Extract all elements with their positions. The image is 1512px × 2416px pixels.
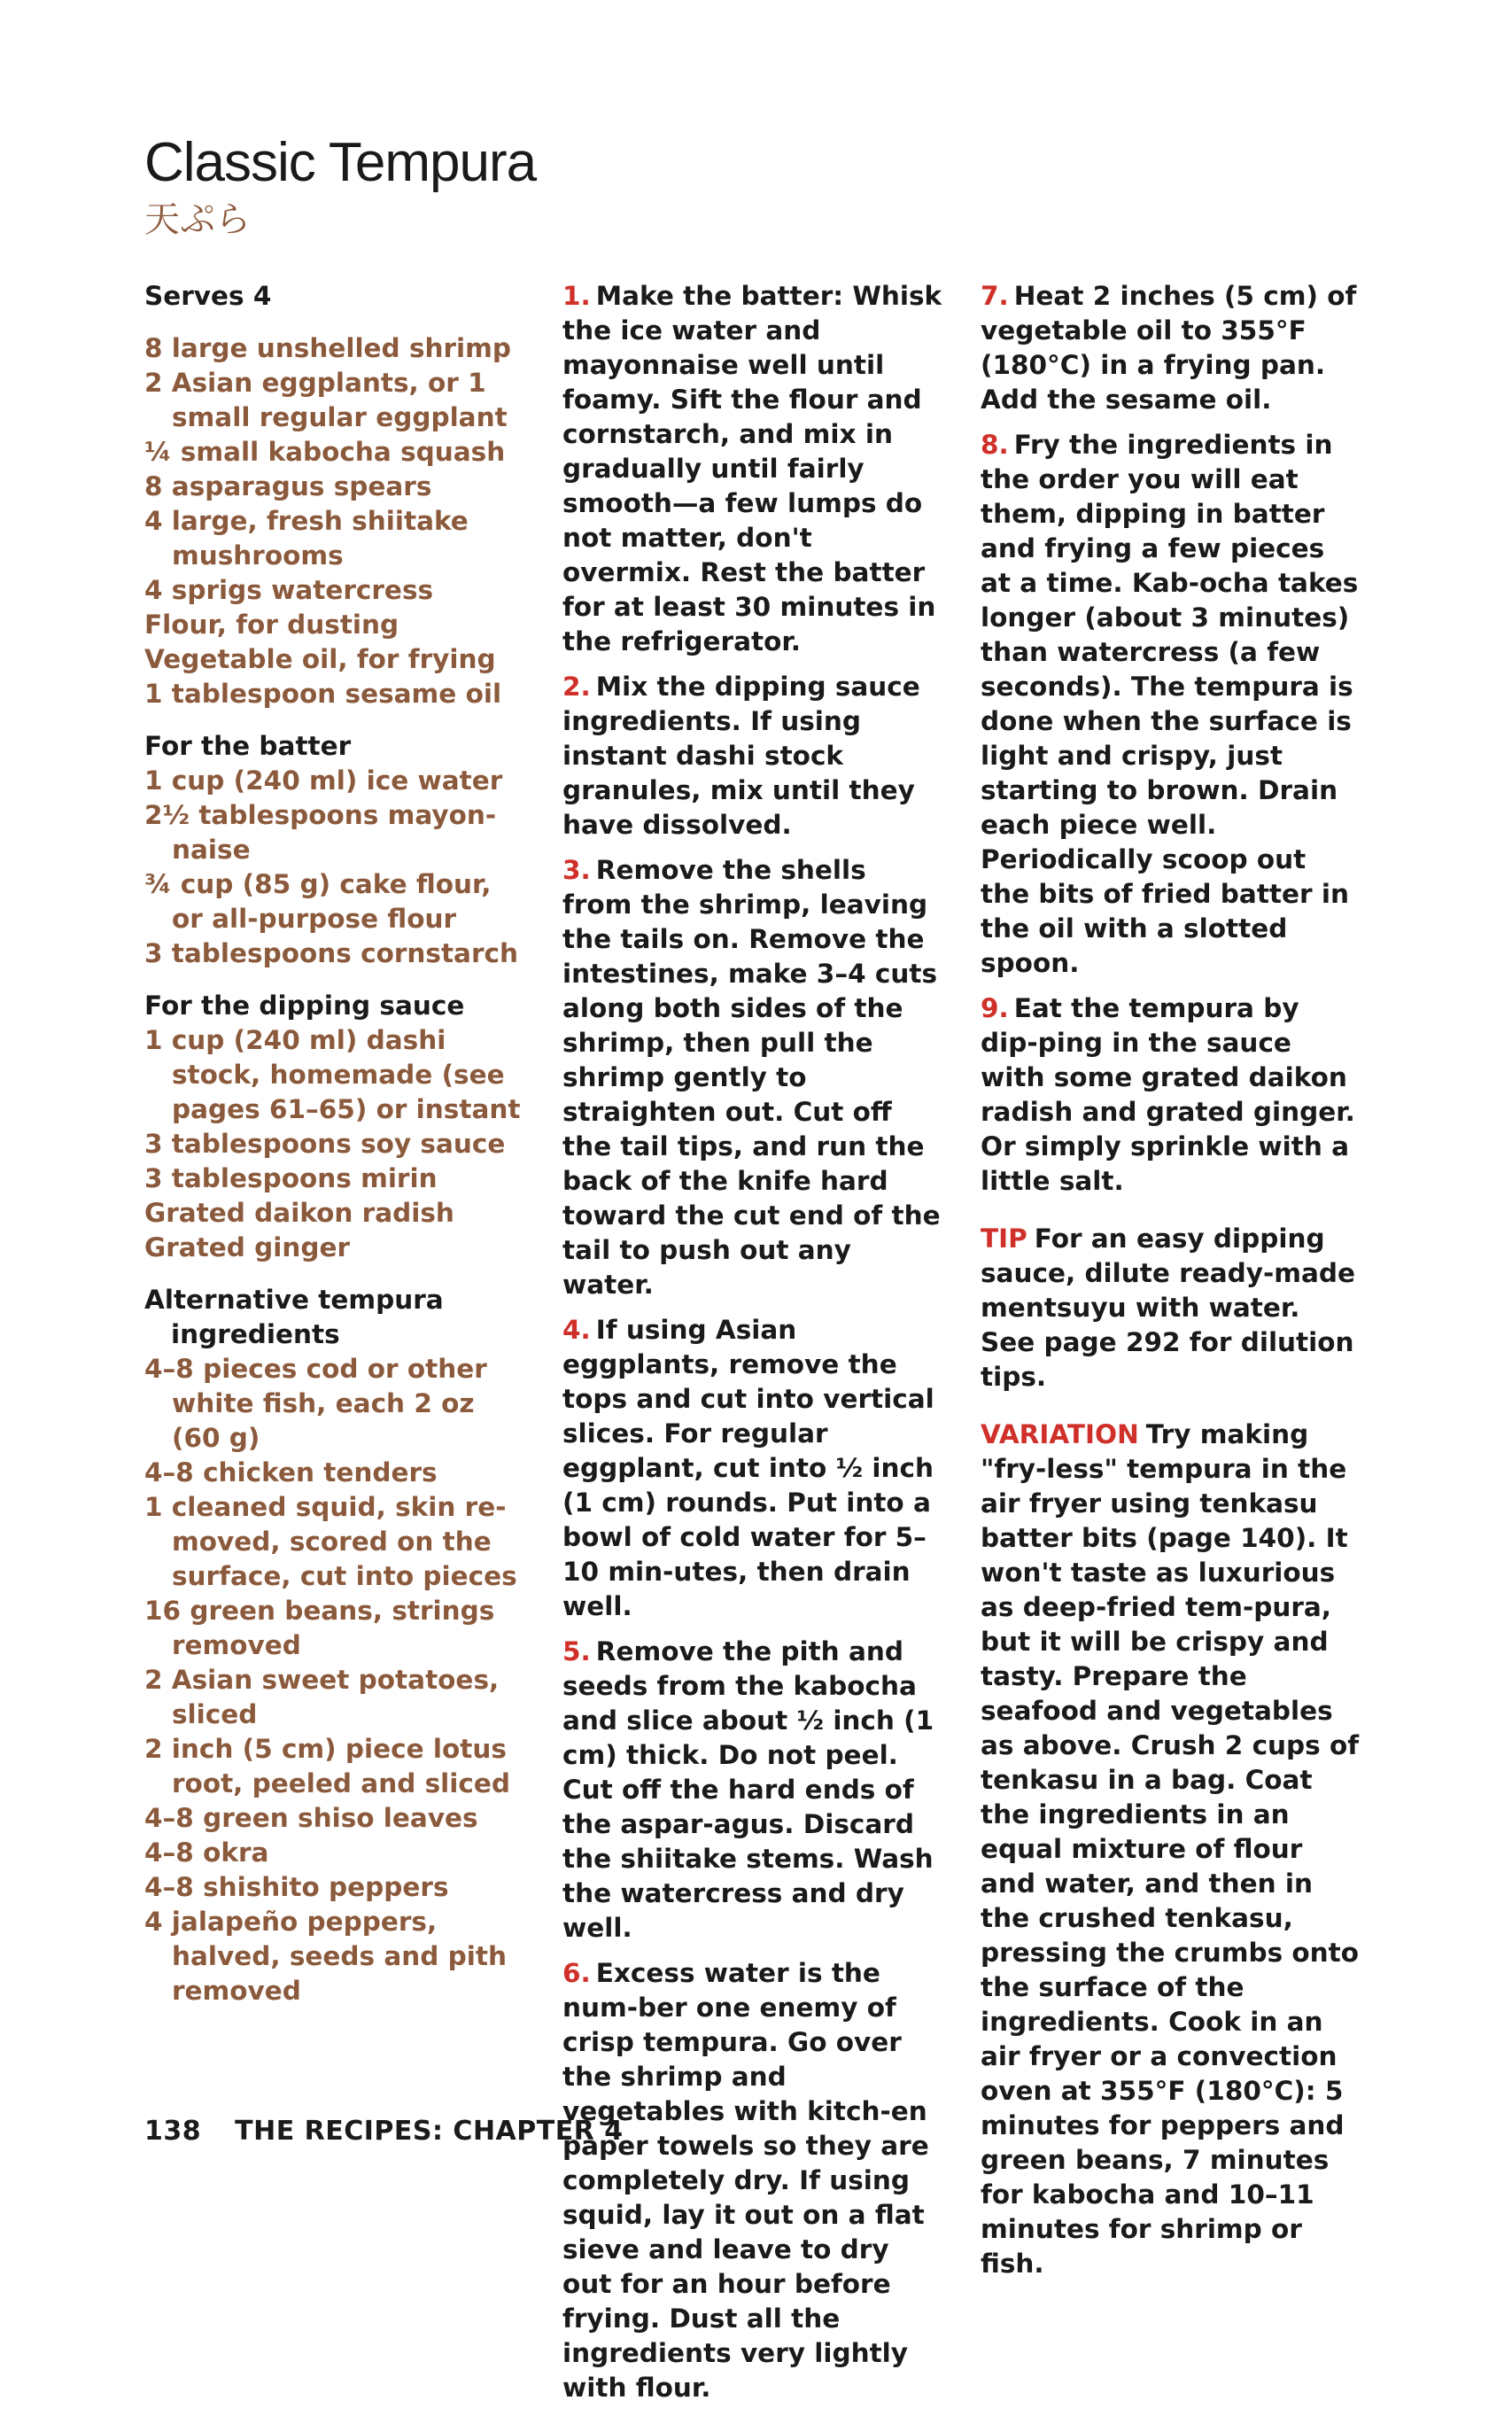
tip-note <box>981 1222 1361 1394</box>
list-item: Grated daikon radish <box>144 1198 454 1228</box>
alternative-heading: Alternative tempura ingredients <box>144 1285 444 1349</box>
sauce-heading: For the dipping sauce <box>144 990 465 1021</box>
list-item: 1 cup (240 ml) ice water <box>144 765 503 796</box>
serves-label: Serves 4 <box>144 281 272 311</box>
list-item: 8 asparagus spears <box>144 471 432 501</box>
list-item: 8 large unshelled shrimp <box>144 333 512 363</box>
step-3 <box>562 853 943 1302</box>
list-item: ¼ small kabocha squash <box>144 437 506 467</box>
step-text: Remove the pith and seeds from the kabocha and slice about ½ inch (1 cm) thick. Do not peel. Cut off the hard ends of the aspar-agus. Discard the shiitake stems. Wash the watercress and dry well. <box>562 1636 934 1943</box>
list-item: 4–8 okra <box>144 1837 269 1868</box>
step-text: Make the batter: Whisk the ice water and mayonnaise well until foamy. Sift the flour and cornstarch, and mix in gradually until fairly smooth—a few lumps do not matter, don't overmix. Rest the batter for at least 30 minutes in the refrigerator. <box>562 281 942 656</box>
list-item: 3 tablespoons mirin <box>144 1163 438 1193</box>
step-number: 2. <box>562 672 591 702</box>
step-8 <box>981 428 1361 981</box>
list-item: 4–8 pieces cod or other white fish, each 2 oz (60 g) <box>144 1354 487 1453</box>
step-number: 9. <box>981 993 1009 1023</box>
chapter-label: THE RECIPES: CHAPTER 4 <box>235 2116 624 2147</box>
step-text: Excess water is the num-ber one enemy of crisp tempura. Go over the shrimp and vegetables with kitch-en paper towels so they are completely dry. If using squid, lay it out on a flat sieve and leave to dry out for an hour before frying. Dust all the ingredients very lightly with flour. <box>562 1958 929 2403</box>
list-item: 2 Asian sweet potatoes, sliced <box>144 1665 500 1729</box>
list-item: 4 sprigs watercress <box>144 575 434 605</box>
step-text: If using Asian eggplants, remove the tops and cut into vertical slices. For regular eggplant, cut into ½ inch (1 cm) rounds. Put into a bowl of cold water for 5–10 min-utes, then drain well. <box>562 1315 934 1621</box>
page-footer <box>144 2116 624 2147</box>
title-block <box>144 133 536 239</box>
batter-ingredients-list <box>144 764 525 971</box>
step-number: 6. <box>562 1958 591 1988</box>
list-item: 2 inch (5 cm) piece lotus root, peeled and sliced <box>144 1734 510 1798</box>
list-item: ¾ cup (85 g) cake flour, or all-purpose flour <box>144 869 492 934</box>
list-item: 2½ tablespoons mayon-naise <box>144 800 497 865</box>
step-5 <box>562 1635 943 1946</box>
step-7 <box>981 279 1361 417</box>
list-item: 3 tablespoons cornstarch <box>144 938 518 968</box>
list-item: 1 tablespoon sesame oil <box>144 679 502 709</box>
steps-column-2 <box>981 279 1361 2281</box>
step-number: 1. <box>562 281 591 311</box>
step-9 <box>981 991 1361 1199</box>
list-item: Flour, for dusting <box>144 610 399 640</box>
tip-label: TIP <box>981 1224 1027 1254</box>
variation-text: Try making "fry-less" tempura in the air fryer using tenkasu batter bits (page 140). It won't taste as luxurious as deep-fried tem-pura, but it will be crispy and tasty. Prepare the seafood and vegetables as above. Crush 2 cups of tenkasu in a bag. Coat the ingredients in an equal mixture of flour and water, and then in the crushed tenkasu, pressing the crumbs onto the surface of the ingredients. Cook in an air fryer or a convection oven at 355°F (180°C): 5 minutes for peppers and green beans, 7 minutes for kabocha and 10–11 minutes for shrimp or fish. <box>981 1419 1360 2279</box>
list-item: 4–8 shishito peppers <box>144 1872 449 1902</box>
step-text: Mix the dipping sauce ingredients. If using instant dashi stock granules, mix until they have dissolved. <box>562 672 920 840</box>
list-item: 2 Asian eggplants, or 1 small regular eggplant <box>144 368 508 432</box>
variation-note <box>981 1418 1361 2281</box>
batter-heading: For the batter <box>144 731 352 761</box>
alternative-ingredients-list <box>144 1352 525 2008</box>
step-text: Eat the tempura by dip-ping in the sauce with some grated daikon radish and grated ginger. Or simply sprinkle with a little salt. <box>981 993 1355 1196</box>
step-1 <box>562 279 943 659</box>
step-text: Heat 2 inches (5 cm) of vegetable oil to 355°F (180°C) in a frying pan. Add the sesame oil. <box>981 281 1357 415</box>
list-item: 4–8 chicken tenders <box>144 1457 438 1488</box>
step-text: Fry the ingredients in the order you will eat them, dipping in batter and frying a few pieces at a time. Kab-ocha takes longer (about 3 minutes) than watercress (a few seconds). The tempura is done when the surface is light and crispy, just starting to brown. Drain each piece well. Periodically scoop out the bits of fried batter in the oil with a slotted spoon. <box>981 430 1359 978</box>
list-item: 16 green beans, strings removed <box>144 1596 495 1660</box>
main-ingredients-list <box>144 331 525 711</box>
japanese-subtitle: 天ぷら <box>144 199 251 241</box>
list-item: Vegetable oil, for frying <box>144 644 496 674</box>
step-6 <box>562 1956 943 2405</box>
steps-column-1 <box>562 279 943 2416</box>
list-item: 3 tablespoons soy sauce <box>144 1129 506 1159</box>
tip-text: For an easy dipping sauce, dilute ready-made mentsuyu with water. See page 292 for dilution tips. <box>981 1224 1355 1392</box>
step-number: 5. <box>562 1636 591 1666</box>
step-number: 7. <box>981 281 1009 311</box>
variation-label: VARIATION <box>981 1419 1139 1449</box>
page-number: 138 <box>144 2116 202 2147</box>
list-item: 4–8 green shiso leaves <box>144 1803 478 1833</box>
step-number: 3. <box>562 855 591 885</box>
step-4 <box>562 1313 943 1624</box>
list-item: 1 cleaned squid, skin re-moved, scored on the surface, cut into pieces <box>144 1492 517 1591</box>
list-item: 1 cup (240 ml) dashi stock, homemade (see pages 61–65) or instant <box>144 1025 521 1124</box>
list-item: Grated ginger <box>144 1232 351 1262</box>
sauce-ingredients-list <box>144 1023 525 1265</box>
list-item: 4 jalapeño peppers, halved, seeds and pith removed <box>144 1907 507 2006</box>
step-text: Remove the shells from the shrimp, leaving the tails on. Remove the intestines, make 3–4 cuts along both sides of the shrimp, then pull the shrimp gently to straighten out. Cut off the tail tips, and run the back of the knife hard toward the cut end of the tail to push out any water. <box>562 855 941 1300</box>
list-item: 4 large, fresh shiitake mushrooms <box>144 506 469 571</box>
step-2 <box>562 670 943 843</box>
page-title: Classic Tempura <box>144 132 537 193</box>
step-number: 8. <box>981 430 1009 460</box>
ingredients-column <box>144 279 525 2008</box>
step-number: 4. <box>562 1315 591 1345</box>
